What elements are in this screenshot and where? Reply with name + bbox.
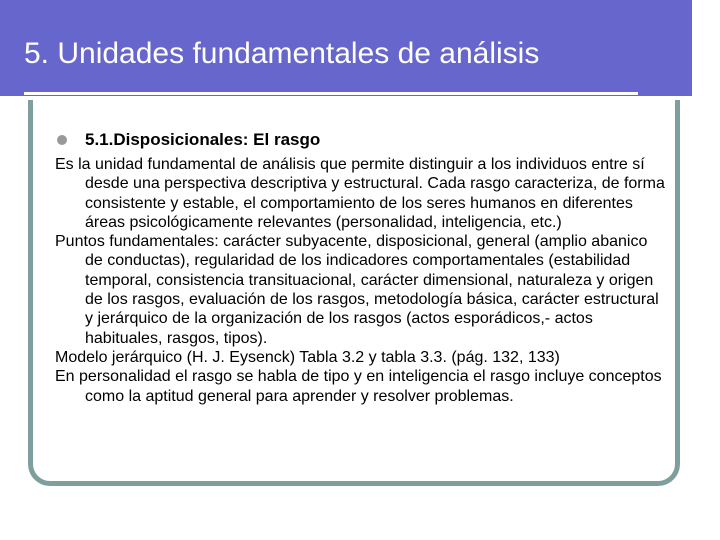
bullet-item: [57, 129, 320, 151]
paragraph-key-points: Puntos fundamentales: carácter subyacente, disposicional, general (amplio abanico de conductas), regularidad de los indicadores comportamentales (estabilidad temporal, consistencia transituacional, carácter dimensional, naturaleza y origen de los rasgos, evaluación de los rasgos, metodología básica, carácter estructural y jerárquico de la organización de los rasgos (actos esporádicos,- actos habituales, rasgos, tipos).: [55, 233, 659, 347]
title-underline: [24, 92, 638, 95]
paragraph-personality-intelligence: En personalidad el rasgo se habla de tipo y en inteligencia el rasgo incluye conceptos como la aptitud general para aprender y resolver problemas.: [55, 368, 662, 405]
slide-title: 5. Unidades fundamentales de análisis: [24, 37, 540, 70]
body-text: [55, 155, 667, 406]
paragraph-definition: Es la unidad fundamental de análisis que permite distinguir a los individuos entre sí desde una perspectiva descriptiva y estructural. Cada rasgo caracteriza, de forma consistente y estable, el comportamiento de los seres humanos en diferentes áreas psicológicamente relevantes (personalidad, inteligencia, etc.): [55, 156, 665, 231]
bullet-dot-icon: [57, 135, 67, 145]
section-heading: 5.1.Disposicionales: El rasgo: [85, 130, 321, 149]
paragraph-hierarchical-model: Modelo jerárquico (H. J. Eysenck) Tabla 3.2 y tabla 3.3. (pág. 132, 133): [55, 348, 560, 366]
header-corner-strip: [692, 0, 720, 96]
